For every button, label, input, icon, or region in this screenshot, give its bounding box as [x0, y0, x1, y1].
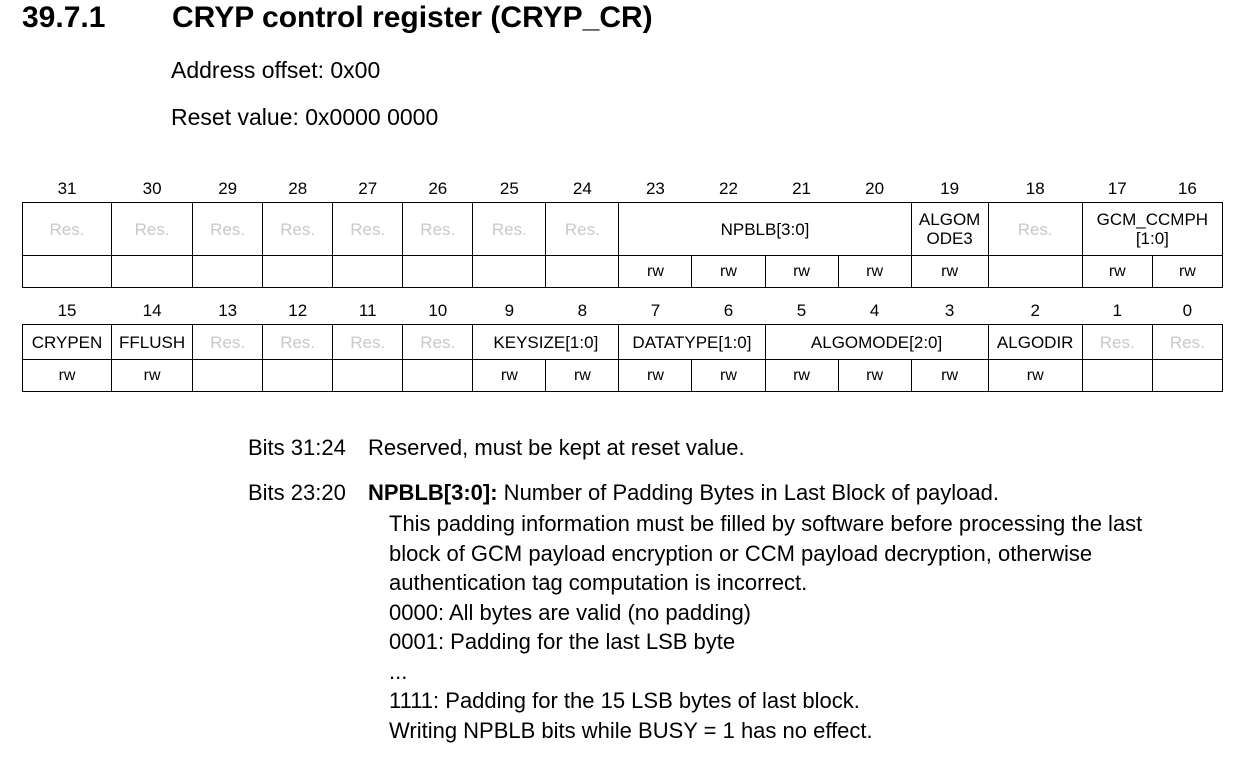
section-number: 39.7.1 [22, 1, 106, 34]
field-row [23, 203, 1223, 256]
bit-number: 29 [218, 178, 238, 198]
access-type [23, 256, 112, 288]
npblb-detail [389, 509, 1209, 745]
access-type [403, 256, 473, 288]
bit-number: 1 [1112, 300, 1122, 320]
access-type [112, 256, 193, 288]
reserved-field: Res. [473, 203, 546, 256]
bit-number-row [23, 296, 1223, 325]
access-type [333, 256, 403, 288]
access-type: rw [23, 360, 112, 392]
detail-line: 1111: Padding for the 15 LSB bytes of last block. [389, 688, 860, 713]
access-type [193, 360, 263, 392]
bit-number: 5 [796, 300, 807, 320]
register-field: GCM_CCMPH [1:0] [1082, 203, 1222, 256]
access-row [23, 256, 1223, 288]
access-type [1152, 360, 1222, 392]
bit-number: 19 [940, 178, 960, 198]
register-field: KEYSIZE[1:0] [473, 325, 619, 360]
bit-number: 6 [723, 300, 734, 320]
access-type [1082, 360, 1152, 392]
reserved-field: Res. [333, 325, 403, 360]
bits-label: Bits 23:20 [248, 480, 346, 505]
bit-number: 30 [142, 178, 162, 198]
field-summary: Number of Padding Bytes in Last Block of payload. [497, 480, 999, 505]
section-heading [22, 0, 653, 36]
bit-number: 0 [1182, 300, 1193, 320]
access-type: rw [911, 360, 988, 392]
bit-number: 27 [358, 178, 378, 198]
bit-number: 2 [1030, 300, 1040, 320]
access-type: rw [765, 256, 838, 288]
detail-line: Writing NPBLB bits while BUSY = 1 has no effect. [389, 717, 873, 743]
bit-number-row [23, 174, 1223, 203]
register-field: ALGODIR [988, 325, 1082, 360]
detail-line: authentication tag computation is incorrect. [389, 570, 808, 595]
register-field: CRYPEN [23, 325, 112, 360]
bit-number: 3 [944, 300, 955, 320]
bits-31-24-description [248, 432, 1228, 464]
bit-number: 17 [1107, 178, 1127, 198]
reserved-field: Res. [1082, 325, 1152, 360]
access-type: rw [692, 360, 765, 392]
reserved-field: Res. [546, 203, 619, 256]
detail-line: ... [389, 658, 408, 684]
access-type: rw [1152, 256, 1222, 288]
bit-number: 14 [142, 300, 162, 320]
reserved-field: Res. [112, 203, 193, 256]
reserved-field: Res. [23, 203, 112, 256]
access-type [193, 256, 263, 288]
register-field: NPBLB[3:0] [619, 203, 911, 256]
access-type [473, 256, 546, 288]
bits-label: Bits 31:24 [248, 435, 346, 460]
field-name: NPBLB[3:0]: [368, 480, 498, 505]
access-type [333, 360, 403, 392]
bit-number: 18 [1025, 178, 1045, 198]
access-type: rw [911, 256, 988, 288]
reserved-field: Res. [1152, 325, 1222, 360]
register-field: DATATYPE[1:0] [619, 325, 765, 360]
reserved-field: Res. [193, 203, 263, 256]
reserved-field: Res. [333, 203, 403, 256]
access-type: rw [619, 360, 692, 392]
reserved-field: Res. [263, 203, 333, 256]
bit-number: 11 [358, 300, 377, 320]
bit-number: 7 [650, 300, 661, 320]
detail-line: 0001: Padding for the last LSB byte [389, 629, 736, 654]
bit-number: 24 [572, 178, 592, 198]
bits-text [368, 477, 1228, 509]
bit-number: 8 [577, 300, 588, 320]
bit-number: 20 [865, 178, 885, 198]
bit-number: 12 [288, 300, 308, 320]
access-type: rw [692, 256, 765, 288]
access-type [988, 256, 1082, 288]
reserved-field: Res. [403, 203, 473, 256]
reserved-field: Res. [403, 325, 473, 360]
access-type: rw [473, 360, 546, 392]
reserved-field: Res. [988, 203, 1082, 256]
access-type: rw [546, 360, 619, 392]
bits-text: Reserved, must be kept at reset value. [368, 435, 745, 460]
register-map-low [22, 296, 1223, 392]
reserved-field: Res. [193, 325, 263, 360]
bit-number: 31 [57, 178, 77, 198]
register-map-high [22, 174, 1223, 288]
reset-value: Reset value: 0x0000 0000 [171, 104, 439, 130]
register-field: FFLUSH [112, 325, 193, 360]
detail-line: This padding information must be filled by software before processing the last [389, 511, 1143, 536]
access-type: rw [619, 256, 692, 288]
section-title: CRYP control register (CRYP_CR) [172, 1, 653, 34]
access-type: rw [988, 360, 1082, 392]
bits-23-20-description [248, 477, 1228, 509]
bit-number: 28 [288, 178, 308, 198]
detail-line: block of GCM payload encryption or CCM payload decryption, otherwise [389, 540, 1093, 566]
access-type: rw [838, 360, 911, 392]
access-type [263, 256, 333, 288]
field-row [23, 325, 1223, 360]
bit-descriptions [248, 432, 1228, 745]
access-type: rw [838, 256, 911, 288]
access-type: rw [112, 360, 193, 392]
bit-number: 15 [57, 300, 77, 320]
access-type [546, 256, 619, 288]
bit-number: 4 [869, 300, 880, 320]
access-row [23, 360, 1223, 392]
bit-number: 23 [645, 178, 665, 198]
register-field: ALGOM ODE3 [911, 203, 988, 256]
register-field: ALGOMODE[2:0] [765, 325, 988, 360]
bit-number: 16 [1177, 178, 1197, 198]
access-type: rw [1082, 256, 1152, 288]
access-type [263, 360, 333, 392]
detail-line: 0000: All bytes are valid (no padding) [389, 599, 752, 625]
access-type: rw [765, 360, 838, 392]
address-offset: Address offset: 0x00 [171, 57, 381, 83]
bit-number: 25 [499, 178, 519, 198]
bit-number: 10 [428, 300, 448, 320]
bit-number: 9 [504, 300, 515, 320]
bit-number: 21 [792, 178, 811, 198]
reserved-field: Res. [263, 325, 333, 360]
bit-number: 26 [428, 178, 448, 198]
bit-number: 22 [719, 178, 738, 198]
bit-number: 13 [218, 300, 238, 320]
access-type [403, 360, 473, 392]
